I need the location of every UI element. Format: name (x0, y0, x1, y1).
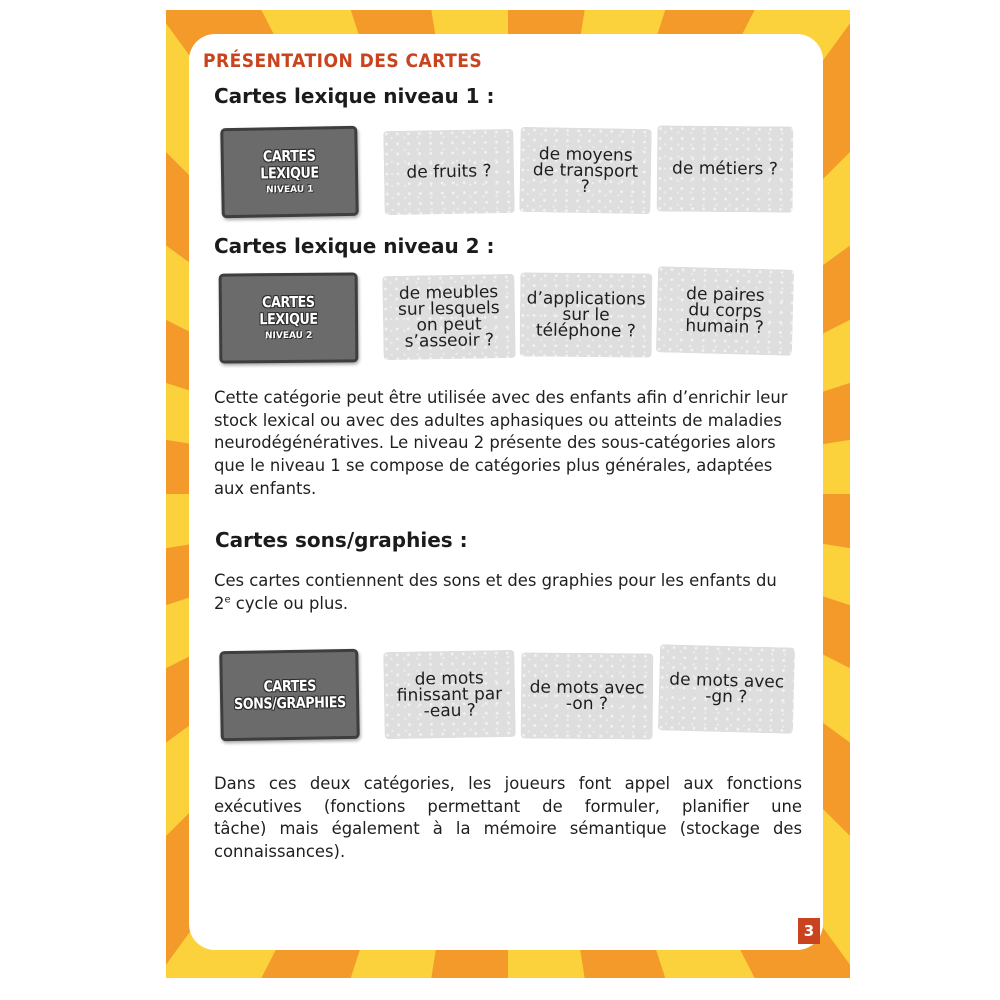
question-card-text: de mots finissant par -eau ? (396, 667, 503, 721)
heading-lexique-niveau-2: Cartes lexique niveau 2 : (214, 234, 495, 258)
question-card-paires-du-corps (656, 266, 794, 356)
question-card-metiers (657, 125, 794, 212)
page-title: PRÉSENTATION DES CARTES (203, 50, 483, 72)
question-card-mots-avec-gn (658, 644, 795, 734)
question-card-applications (520, 272, 653, 357)
category-card-title: CARTES LEXIQUE (259, 292, 318, 329)
category-card-title: CARTES LEXIQUE (260, 146, 319, 183)
sons-description: Ces cartes contiennent des sons et des graphies pour les enfants du 2e cycle ou plus. (214, 571, 777, 613)
question-card-fruits (383, 129, 514, 215)
question-card-moyens-de-transport (519, 127, 651, 214)
question-card-text: de mots avec -gn ? (669, 669, 785, 708)
question-card-text: de paires du corps humain ? (685, 283, 765, 339)
page-number: 3 (798, 918, 820, 944)
category-card-lexique-niveau-2 (219, 272, 359, 363)
heading-sons-graphies: Cartes sons/graphies : (215, 528, 468, 552)
heading-lexique-niveau-1: Cartes lexique niveau 1 : (214, 84, 495, 108)
question-card-text: de meubles sur lesquels on peut s’asseoir ? (397, 282, 500, 352)
category-card-lexique-niveau-1 (220, 126, 359, 218)
category-card-subtitle: NIVEAU 2 (264, 330, 313, 342)
lexique-description: Cette catégorie peut être utilisée avec des enfants afin d’enrichir leur stock lexical ou avec des adultes aphasiques ou atteints de maladies neurodégénératives. Le niveau 2 présente des sous-catégories alors que le niveau 1 se compose de catégories plus générales, adaptées aux enfants. (214, 388, 788, 498)
category-card-sons-graphies (219, 649, 360, 741)
category-card-subtitle: NIVEAU 1 (266, 184, 314, 196)
category-card-title-line1: CARTES (262, 676, 316, 696)
question-card-text: de moyens de transport ? (532, 143, 639, 197)
question-card-meubles (382, 274, 515, 360)
category-card-title-line2: SONS/GRAPHIES (233, 693, 346, 713)
question-card-text: de fruits ? (406, 161, 492, 183)
question-card-text: de métiers ? (672, 158, 778, 180)
final-paragraph: Dans ces deux catégories, les joueurs font appel aux fonctions exécutives (fonctions permettant de formuler, planifier une tâche) mais également à la mémoire sémantique (stockage des connaissances). (214, 774, 802, 862)
question-card-text: d’applications sur le téléphone ? (526, 288, 646, 342)
question-card-text: de mots avec -on ? (529, 677, 645, 715)
question-card-finissant-par-eau (383, 650, 515, 739)
question-card-mots-avec-on (521, 652, 654, 739)
